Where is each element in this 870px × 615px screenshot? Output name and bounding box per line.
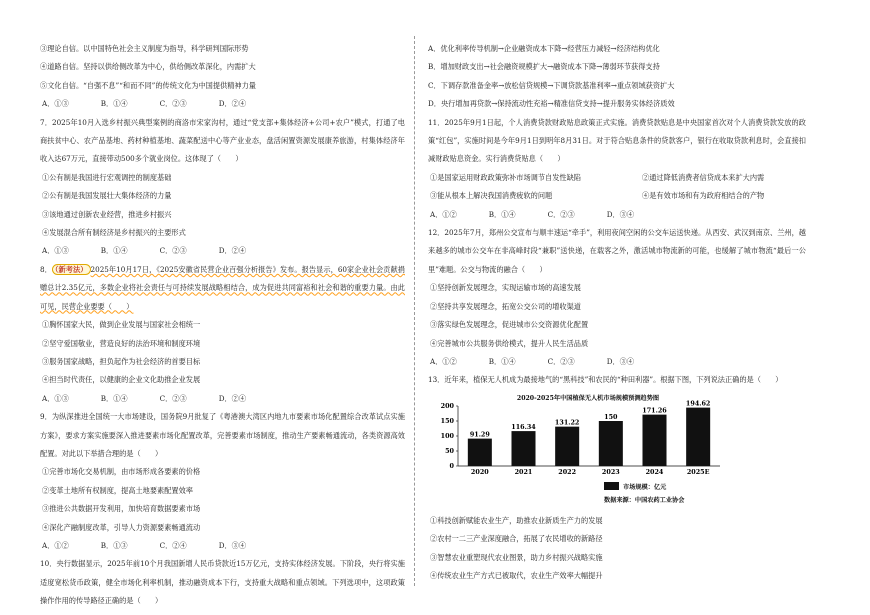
new-format-badge: （新考法）: [52, 264, 91, 275]
option-line: ③该地通过创新农业经营，推进乡村振兴: [42, 209, 172, 219]
y-tick-label: 50: [445, 446, 454, 455]
option-line: D．央行增加再贷款→保持流动性充裕→精准信贷支持→提升服务实体经济质效: [428, 99, 675, 109]
choice-c[interactable]: C．②③: [547, 209, 575, 219]
choice-d[interactable]: D．③④: [606, 356, 635, 366]
bar: [642, 414, 666, 465]
answer-choices: [40, 390, 405, 408]
question-10-stem: 10．央行数据显示，2025年前10个月我国新增人民币贷款近15万亿元，支持实体经济发展。下阶段，央行将实施适度宽松货币政策，健全市场化利率机制，推动融资成本下行，支持重大战略和重点领域。下列选项中，这项政策操作作用的传导路径正确的是（ ）: [40, 559, 405, 606]
option-line: ①完善市场化交易机制，由市场形成各要素的价格: [42, 467, 201, 477]
choice-c[interactable]: C．②④: [159, 540, 187, 550]
question-11-stem: 11．2025年9月1日起，个人消费贷款财政贴息政策正式实施。消费贷款贴息是中央国家首次对个人消费贷款发放的政策“红包”，实施时间是今年9月1日到明年8月31日。对于符合贴息条件的贷款客户，银行在收取贷款利息时，会直接扣减财政贴息资金。实行消费贷贴息（ ）: [428, 117, 806, 164]
option-line: ①胸怀国家大民，做到企业发展与国家社会相统一: [42, 320, 201, 330]
answer-choices: [40, 95, 405, 113]
bar-value-label: 131.22: [554, 418, 580, 427]
choice-a[interactable]: A．①②: [430, 209, 457, 219]
option-line: ②变革土地所有权制度，提高土地要素配置效率: [42, 485, 193, 495]
x-tick-label: 2022: [558, 467, 577, 476]
choice-b[interactable]: B．①④: [100, 393, 128, 403]
bar: [599, 421, 623, 466]
bar-value-label: 194.62: [685, 399, 711, 408]
option-line: ②坚守爱国敬业，营造良好的法治环境和制度环境: [42, 338, 201, 348]
option-line: ④完善城市公共服务供给模式，提升人民生活品质: [430, 338, 589, 348]
y-tick-label: 150: [440, 416, 454, 425]
choice-c[interactable]: C．②③: [159, 246, 187, 256]
option-line: ④道路自信。坚持以供给侧改革为中心，供给侧改革深化，内需扩大: [40, 62, 256, 72]
choice-d[interactable]: D．③④: [218, 540, 247, 550]
question-8-text: 2025年10月17日，《2025安徽省民营企业百强分析报告》发布。报告显示，60家企业社会贡献捐赠总计2.35亿元，多数企业将社会责任与可持续发展战略相结合，成为促进共同富裕和社会和谐的重要力量。由此可见，民营企业要要（ ）: [40, 264, 405, 311]
option-line: ②公有制是我国发展壮大集体经济的力量: [42, 191, 172, 201]
choice-c[interactable]: C．②③: [159, 393, 187, 403]
option-row: [428, 169, 806, 187]
bar: [511, 431, 535, 466]
answer-choices: [40, 537, 405, 555]
question-8-stem: [40, 261, 405, 316]
choice-d[interactable]: D．③④: [606, 209, 635, 219]
choice-a[interactable]: A．①③: [42, 99, 69, 109]
option-line: B．增加财政支出→社会融资规模扩大→融资成本下降→薄弱环节获得支持: [428, 62, 660, 72]
option-line: ④发展混合所有制经济是乡村振兴的主要形式: [42, 228, 186, 238]
y-tick-label: 200: [440, 401, 454, 410]
option-row: [428, 187, 806, 205]
bar-value-label: 150: [604, 412, 618, 421]
bar-value-label: 116.34: [511, 422, 536, 431]
x-tick-label: 2020: [470, 467, 489, 476]
x-tick-label: 2021: [514, 467, 533, 476]
choice-b[interactable]: B．①③: [100, 540, 128, 550]
option-line: ④担当时代责任，以健康的企业文化助推企业发展: [42, 375, 201, 385]
x-tick-label: 2024: [645, 467, 664, 476]
choice-b[interactable]: B．①④: [488, 356, 516, 366]
question-12-stem: 12．2025年7月，郑州公交宣布与顺丰速运“牵手”，利用夜间空闲的公交车运送快递。从西安、武汉到南京、兰州，越来越多的城市公交车在非高峰时段“兼职”送快递，在载客之外，激活城市物流新的可能，也缓解了城市物流“最后一公里”难题。公交与物流的融合（ ）: [428, 228, 806, 274]
bar-value-label: 171.26: [642, 406, 667, 415]
column-divider: [414, 36, 415, 586]
option-line: ③落实绿色发展理念，促进城市公交资源优化配置: [430, 320, 589, 330]
answer-choices: [428, 206, 806, 224]
bar: [555, 426, 579, 465]
left-column: [40, 40, 405, 611]
chart-source: 数据来源：中国农药工业协会: [604, 496, 685, 504]
option-line: ①科技创新赋能农业生产，助推农业新质生产力的发展: [430, 515, 603, 525]
option-line: C．下调存款准备金率→放松信贷规模→下调贷款基准利率→重点领域获资扩大: [428, 80, 675, 90]
choice-d[interactable]: D．②④: [218, 393, 247, 403]
option-line: ③理论自信。以中国特色社会主义制度为指导，科学研判国际形势: [40, 44, 249, 53]
choice-a[interactable]: A．①②: [42, 540, 69, 550]
answer-choices: [428, 353, 806, 371]
right-column: [428, 40, 806, 585]
option-line: ③推进公共数据开发利用，加快培育数据要素市场: [42, 504, 201, 514]
option-line: ③服务国家战略，担负起作为社会经济的首要目标: [42, 356, 201, 366]
option-line: ④传统农业生产方式已被取代，农业生产效率大幅提升: [430, 570, 603, 580]
option-line: ①坚持创新发展理念，实现运输市场的高速发展: [430, 283, 581, 293]
chart-title: 2020-2025年中国植保无人机市场规模预测趋势图: [516, 394, 660, 402]
choice-c[interactable]: C．②③: [159, 99, 187, 109]
option-line: ②农村一二三产业深度融合，拓展了农民增收的新路径: [430, 534, 603, 544]
option-line: ④深化产融制度改革，引导人力资源要素畅通流动: [42, 522, 201, 532]
choice-d[interactable]: D．②④: [218, 246, 247, 256]
choice-d[interactable]: D．②④: [218, 99, 247, 109]
y-tick-label: 100: [440, 431, 454, 440]
bar-chart-svg: [428, 392, 728, 510]
option-line: ⑤文化自信。“自强不息”“和而不同”的传统文化为中国提供精神力量: [40, 80, 256, 90]
option-line: ②通过降低消费者信贷成本来扩大内需: [642, 172, 765, 182]
choice-c[interactable]: C．②③: [547, 356, 575, 366]
legend-swatch: [604, 482, 619, 490]
question-7-stem: 7．2025年10月入选乡村振兴典型案例的商洛市宋家沟村，通过“党支部+集体经济+公司+农户”模式，打通了电商扶贫中心、农产品基地、药材种植基地、蔬菜配送中心等产业业态，盘活闲置资源发展康养旅游，村集体经济年收入达67万元，直接带动500多个就业岗位。这体现了（ ）: [40, 117, 405, 164]
x-tick-label: 2023: [601, 467, 620, 476]
question-8-number: 8．: [40, 264, 52, 274]
option-line: ①是国家运用财政政策弥补市场调节自发性缺陷: [430, 172, 581, 182]
option-line: ②坚持共享发展理念，拓宽公交公司的增收渠道: [430, 301, 581, 311]
option-line: A．优化利率传导机制→企业融资成本下降→经营压力减轻→经济结构优化: [428, 44, 660, 53]
choice-b[interactable]: B．①④: [100, 99, 128, 109]
choice-a[interactable]: A．①③: [42, 246, 69, 256]
choice-a[interactable]: A．①③: [42, 393, 69, 403]
option-line: ④是有效市场和有为政府相结合的产物: [642, 191, 765, 201]
choice-a[interactable]: A．①②: [430, 356, 457, 366]
option-line: ③能从根本上解决我国消费疲软的问题: [430, 191, 553, 201]
choice-b[interactable]: B．①④: [488, 209, 516, 219]
chart-bars: [468, 399, 711, 475]
answer-choices: [40, 242, 405, 260]
bar-value-label: 91.29: [469, 430, 490, 439]
question-9-stem: 9．为纵深推进全国统一大市场建设，国务院9月批复了《粤港澳大湾区内地九市要素市场化配置综合改革试点实施方案》，要求方案实施要深入推进要素市场化配置改革，完善要素市场制度，推动生产要素畅通流动，各类资源高效配置。对此以下举措合理的是（ ）: [40, 412, 405, 458]
drone-market-chart: [428, 392, 806, 510]
legend-label: 市场规模：亿元: [623, 483, 667, 491]
bar: [686, 407, 710, 465]
option-line: ③智慧农业重塑现代农业图景，助力乡村振兴战略实施: [430, 552, 603, 562]
bar: [468, 438, 492, 465]
y-tick-label: 0: [449, 461, 454, 470]
x-tick-label: 2025E: [686, 467, 710, 476]
choice-b[interactable]: B．①④: [100, 246, 128, 256]
question-13-stem: 13．近年来，植保无人机成为最接地气的“黑科技”和农民的“种田利器”。根据下图，下列说法正确的是（ ）: [428, 375, 783, 385]
option-line: ①公有制是我国进行宏观调控的制度基础: [42, 172, 172, 182]
